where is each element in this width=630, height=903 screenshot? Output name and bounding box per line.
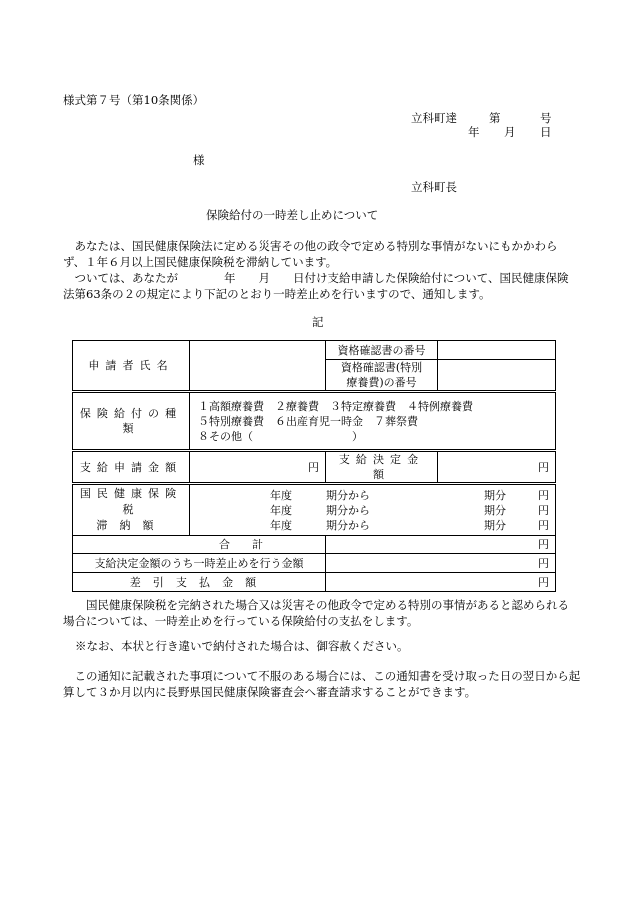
- benefit-types-line3: ８その他（ ）: [198, 429, 363, 443]
- arrears-nendo: 年度: [270, 488, 292, 502]
- benefit-types-cell: [190, 392, 556, 451]
- net-payment-yen: 円: [326, 573, 556, 592]
- arrears-rows-cell: [190, 484, 556, 536]
- withheld-label: 支給決定金額のうち一時差止めを行う金額: [73, 554, 326, 573]
- addressee-suffix: 様: [193, 153, 205, 167]
- arrears-label-line1: 国民健康保険税: [79, 487, 183, 516]
- cert-number-label: 資格確認書の番号: [326, 341, 438, 360]
- arrears-yen: 円: [538, 503, 549, 517]
- cert-number-special-label-line2: 療養費)の番号: [346, 376, 417, 389]
- date-gatsu: 月: [504, 125, 516, 139]
- ki-heading: 記: [312, 315, 324, 329]
- footer-note-2: ※なお、本状と行き違いで納付された場合は、御容赦ください。: [75, 639, 409, 653]
- body-paragraph-1: あなたは、国民健康保険法に定める災害その他の政令で定める特別な事情がないにもかかわらず、１年６月以上国民健康保険税を滞納しています。: [63, 239, 558, 269]
- arrears-row: [196, 518, 549, 533]
- footer-note-1: 国民健康保険税を完納された場合又は災害その他政令で定める特別の事情があると認められる場合については、一時差止めを行っている保険給付の支払をします。: [63, 598, 569, 628]
- detail-table: [72, 340, 556, 592]
- arrears-from: 期分から: [326, 518, 370, 532]
- sender: 立科町長: [411, 180, 457, 194]
- doc-number-prefix: 立科町達: [411, 111, 457, 125]
- doc-number-go: 号: [540, 111, 552, 125]
- withheld-yen: 円: [326, 554, 556, 573]
- arrears-label: [73, 484, 190, 536]
- arrears-from: 期分から: [326, 488, 370, 502]
- page-title: 保険給付の一時差し止めについて: [206, 208, 379, 222]
- benefit-types-line2: ５特別療養費 ６出産育児一時金 ７葬祭費: [198, 414, 418, 428]
- body-paragraph-2: ついては、あなたが 年 月 日付け支給申請した保険給付について、国民健康保険法第63条の２の規定により下記のとおり一時差止めを行いますので、通知します。: [63, 271, 569, 301]
- applicant-name-label: 申請者氏名: [73, 341, 190, 392]
- cert-number-special-cell: [438, 360, 556, 392]
- arrears-to: 期分: [484, 488, 506, 502]
- cert-number-cell: [438, 341, 556, 360]
- arrears-row: [196, 503, 549, 518]
- arrears-to: 期分: [484, 518, 506, 532]
- payment-request-yen: 円: [190, 451, 326, 484]
- arrears-label-line2: 滞納額: [96, 519, 166, 532]
- cert-number-special-label: [326, 360, 438, 392]
- cert-number-special-label-line1: 資格確認書(特別: [340, 361, 423, 374]
- date-nichi: 日: [540, 125, 552, 139]
- arrears-from: 期分から: [326, 503, 370, 517]
- total-label: 合 計: [73, 536, 326, 554]
- payment-decision-label: 支給決定金額: [326, 451, 438, 484]
- total-yen: 円: [326, 536, 556, 554]
- payment-request-label: 支給申請金額: [73, 451, 190, 484]
- arrears-yen: 円: [538, 518, 549, 532]
- applicant-name-cell: [190, 341, 326, 392]
- arrears-nendo: 年度: [270, 518, 292, 532]
- arrears-nendo: 年度: [270, 503, 292, 517]
- form-label: 様式第７号（第10条関係）: [63, 93, 205, 107]
- arrears-rows: [196, 488, 549, 533]
- date-nen: 年: [468, 125, 480, 139]
- footer-note-3: この通知に記載された事項について不服のある場合には、この通知書を受け取った日の翌日から起算して３か月以内に長野県国民健康保険審査会へ審査請求することができます。: [63, 669, 581, 699]
- arrears-to: 期分: [484, 503, 506, 517]
- payment-decision-yen: 円: [438, 451, 556, 484]
- benefit-type-label: 保険給付の種類: [73, 392, 190, 451]
- net-payment-label: 差引支払金額: [73, 573, 326, 592]
- benefit-types-line1: １高額療養費 ２療養費 ３特定療養費 ４特例療養費: [198, 399, 473, 413]
- doc-number-dai: 第: [489, 111, 501, 125]
- arrears-yen: 円: [538, 488, 549, 502]
- arrears-row: [196, 488, 549, 503]
